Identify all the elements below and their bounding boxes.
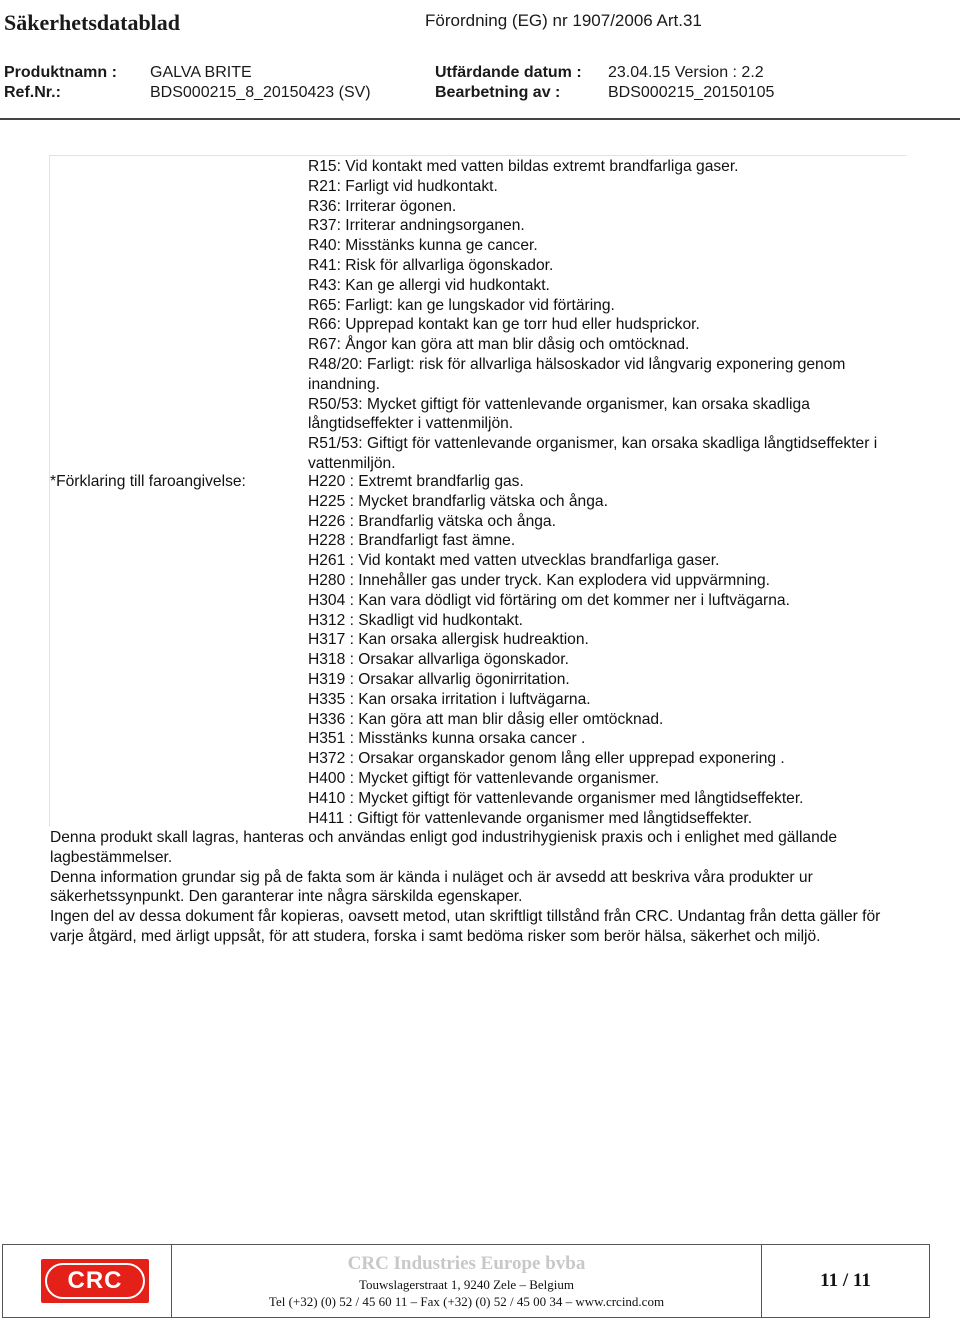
h-statement: H319 : Orsakar allvarlig ögonirritation. (308, 670, 570, 688)
ref-value: BDS000215_8_20150423 (SV) (150, 84, 371, 101)
h-statement: H220 : Extremt brandfarlig gas. (308, 473, 524, 490)
revision-label: Bearbetning av : (435, 84, 561, 101)
r-phrase: R48/20: Farligt: risk för allvarliga hälsoskador vid långvarig exponering genom inandning. (308, 355, 846, 393)
company-contact: Tel (+32) (0) 52 / 45 60 11 – Fax (+32) (0) 52 / 45 00 34 – www.crcind.com (268, 1294, 665, 1309)
h-statement: H411 : Giftigt för vattenlevande organismer med långtidseffekter. (308, 809, 753, 827)
product-name-label: Produktnamn : (4, 64, 117, 81)
r-phrase-list (308, 157, 908, 474)
regulation-reference: Förordning (EG) nr 1907/2006 Art.31 (425, 11, 702, 30)
issue-date-value: 23.04.15 Version : 2.2 (608, 64, 764, 81)
h-statement: H261 : Vid kontakt med vatten utvecklas brandfarliga gaser. (308, 552, 720, 570)
h-statement-list (308, 472, 908, 828)
page-footer (2, 1244, 930, 1318)
product-name-value: GALVA BRITE (150, 64, 252, 81)
r-phrase: R66: Upprepad kontakt kan ge torr hud eller hudsprickor. (308, 316, 700, 334)
r-phrase: R36: Irriterar ögonen. (308, 197, 457, 215)
hazard-explanation-label: *Förklaring till faroangivelse: (50, 473, 246, 490)
crc-logo-text: CRC (45, 1263, 145, 1299)
document-title: Säkerhetsdatablad (4, 10, 181, 35)
r-phrase: R51/53: Giftigt för vattenlevande organismer, kan orsaka skadliga långtidseffekter i vattenmiljön. (308, 435, 878, 472)
h-statement: H351 : Misstänks kunna orsaka cancer . (308, 730, 586, 748)
h-statement: H280 : Innehåller gas under tryck. Kan explodera vid uppvärmning. (308, 571, 771, 589)
r-phrase: R37: Irriterar andningsorganen. (308, 217, 525, 235)
r-phrase: R41: Risk för allvarliga ögonskador. (308, 256, 554, 274)
h-statement: H228 : Brandfarligt fast ämne. (308, 532, 516, 550)
document-header (0, 0, 960, 120)
table-border-top (49, 155, 907, 156)
page-number: 11 / 11 (820, 1270, 871, 1291)
h-statement: H317 : Kan orsaka allergisk hudreaktion. (308, 631, 589, 649)
h-statement: H372 : Orsakar organskador genom lång eller upprepad exponering . (308, 750, 785, 768)
r-phrase: R21: Farligt vid hudkontakt. (308, 177, 498, 195)
r-phrase: R67: Ångor kan göra att man blir dåsig och omtöcknad. (308, 336, 690, 354)
r-phrase: R15: Vid kontakt med vatten bildas extremt brandfarliga gaser. (308, 158, 739, 175)
copyright-paragraph: Ingen del av dessa dokument får kopieras, oavsett metod, utan skriftligt tillstånd från CRC. Undantag från detta gäller för varje åtgärd, med ärligt uppsåt, för att studera, forska i samt bedöma risker som berör hälsa, säkerhet och miljö. (50, 908, 881, 945)
revision-value: BDS000215_20150105 (608, 84, 775, 101)
h-statement: H304 : Kan vara dödligt vid förtäring om det kommer ner i luftvägarna. (308, 591, 790, 609)
h-statement: H226 : Brandfarlig vätska och ånga. (308, 512, 556, 530)
h-statement: H225 : Mycket brandfarlig vätska och ånga. (308, 492, 608, 510)
r-phrase: R50/53: Mycket giftigt för vattenlevande organismer, kan orsaka skadliga långtidseffekter i vattenmiljön. (308, 395, 810, 433)
header-divider (0, 118, 960, 120)
r-phrase: R65: Farligt: kan ge lungskador vid förtäring. (308, 296, 615, 314)
h-statement: H312 : Skadligt vid hudkontakt. (308, 611, 523, 629)
h-statement: H336 : Kan göra att man blir dåsig eller omtöcknad. (308, 710, 664, 728)
r-phrase: R43: Kan ge allergi vid hudkontakt. (308, 276, 550, 294)
h-statement: H318 : Orsakar allvarliga ögonskador. (308, 651, 569, 669)
information-disclaimer-paragraph: Denna information grundar sig på de fakta som är kända i nuläget och är avsedd att beskriva våra produkter ur säkerhetssynpunkt. Den garanterar inte några särskilda egenskaper. (50, 868, 813, 906)
h-statement: H335 : Kan orsaka irritation i luftvägarna. (308, 690, 591, 708)
company-name: CRC Industries Europe bvba (347, 1253, 586, 1274)
closing-paragraphs (50, 828, 900, 947)
storage-paragraph: Denna produkt skall lagras, hanteras och användas enligt god industrihygienisk praxis och i enlighet med gällande lagbestämmelser. (50, 829, 838, 866)
h-statement: H410 : Mycket giftigt för vattenlevande organismer med långtidseffekter. (308, 789, 804, 807)
issue-date-label: Utfärdande datum : (435, 64, 582, 81)
h-statement: H400 : Mycket giftigt för vattenlevande organismer. (308, 769, 660, 787)
r-phrase: R40: Misstänks kunna ge cancer. (308, 237, 538, 255)
ref-label: Ref.Nr.: (4, 84, 61, 101)
crc-logo (41, 1259, 149, 1303)
company-address: Touwslagerstraat 1, 9240 Zele – Belgium (359, 1277, 574, 1292)
